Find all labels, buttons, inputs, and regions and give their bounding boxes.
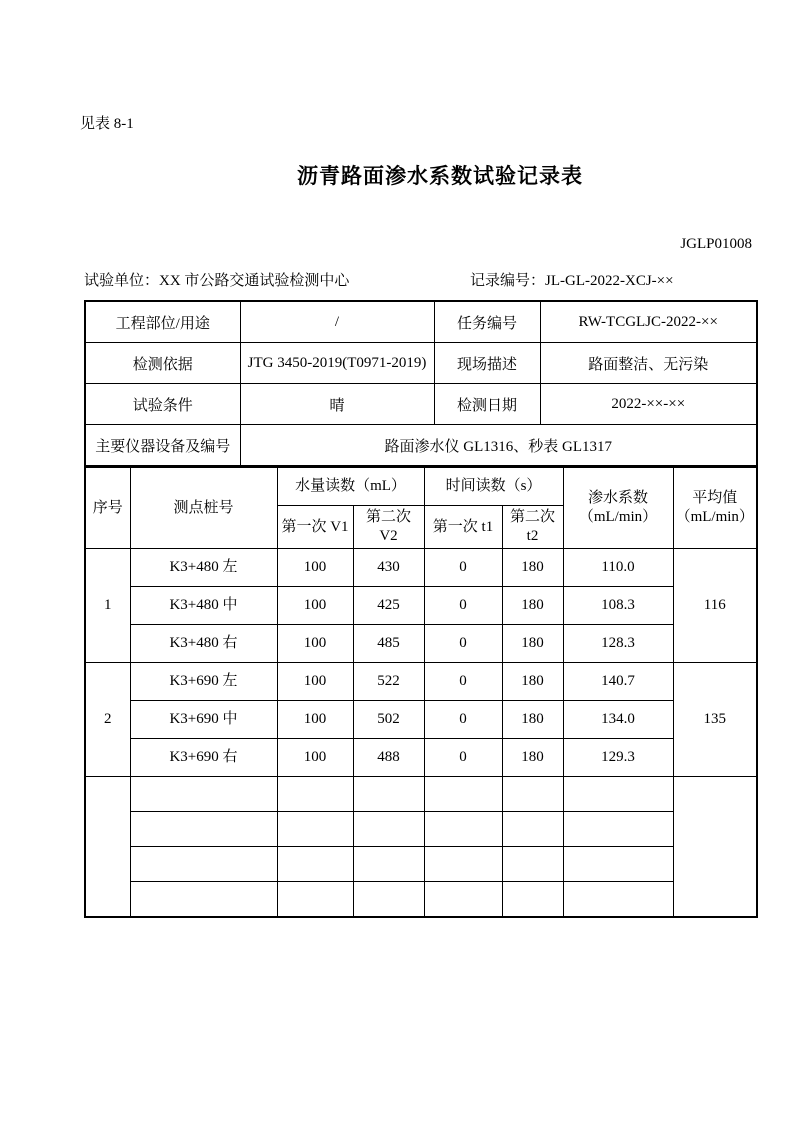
seq-cell: 2 xyxy=(85,663,130,777)
t1-cell: 0 xyxy=(424,587,502,625)
header-v1: 第一次 V1 xyxy=(277,506,353,549)
stake-cell: K3+690 中 xyxy=(130,701,277,739)
info-value: 2022-××-×× xyxy=(540,384,757,425)
header-t2-line1: 第二次 xyxy=(509,509,555,526)
info-label: 检测日期 xyxy=(434,384,540,425)
coefficient-cell: 134.0 xyxy=(563,701,673,739)
v1-cell: 100 xyxy=(277,663,353,701)
stake-cell-empty xyxy=(130,847,277,882)
header-average xyxy=(673,467,757,549)
v2-cell: 502 xyxy=(353,701,424,739)
t2-cell: 180 xyxy=(502,739,563,777)
header-t2 xyxy=(502,506,563,549)
v1-cell-empty xyxy=(277,882,353,918)
header-t1: 第一次 t1 xyxy=(424,506,502,549)
v2-cell: 430 xyxy=(353,549,424,587)
v2-cell-empty xyxy=(353,777,424,812)
v1-cell: 100 xyxy=(277,625,353,663)
empty-table-row xyxy=(85,882,757,918)
t2-cell-empty xyxy=(502,777,563,812)
t2-cell: 180 xyxy=(502,701,563,739)
stake-cell: K3+690 右 xyxy=(130,739,277,777)
info-label: 检测依据 xyxy=(85,343,240,384)
info-value: / xyxy=(240,301,434,343)
info-row-equipment xyxy=(85,425,757,467)
stake-cell: K3+480 左 xyxy=(130,549,277,587)
info-label: 工程部位/用途 xyxy=(85,301,240,343)
stake-cell: K3+480 右 xyxy=(130,625,277,663)
coefficient-cell-empty xyxy=(563,847,673,882)
table-row xyxy=(85,549,757,587)
coefficient-cell-empty xyxy=(563,777,673,812)
empty-table-row xyxy=(85,847,757,882)
header-coefficient-line1: 渗水系数 xyxy=(587,490,648,507)
coefficient-cell: 129.3 xyxy=(563,739,673,777)
coefficient-cell: 108.3 xyxy=(563,587,673,625)
header-average-line1: 平均值 xyxy=(692,490,738,507)
test-unit-label: 试验单位：XX 市公路交通试验检测中心 xyxy=(84,273,350,289)
v1-cell: 100 xyxy=(277,587,353,625)
header-seq: 序号 xyxy=(85,467,130,549)
stake-cell-empty xyxy=(130,812,277,847)
info-row xyxy=(85,343,757,384)
coefficient-cell: 140.7 xyxy=(563,663,673,701)
t1-cell: 0 xyxy=(424,739,502,777)
table-row xyxy=(85,625,757,663)
table-row xyxy=(85,701,757,739)
t2-cell: 180 xyxy=(502,549,563,587)
v2-cell: 425 xyxy=(353,587,424,625)
t2-cell: 180 xyxy=(502,587,563,625)
meta-line xyxy=(84,269,756,290)
info-label: 任务编号 xyxy=(434,301,540,343)
v1-cell-empty xyxy=(277,812,353,847)
info-label: 现场描述 xyxy=(434,343,540,384)
stake-cell: K3+690 左 xyxy=(130,663,277,701)
measurement-table xyxy=(84,466,758,918)
v1-cell: 100 xyxy=(277,549,353,587)
equipment-value: 路面渗水仪 GL1316、秒表 GL1317 xyxy=(240,425,757,467)
seq-cell: 1 xyxy=(85,549,130,663)
info-value: RW-TCGLJC-2022-×× xyxy=(540,301,757,343)
header-water-group: 水量读数（mL） xyxy=(277,467,424,506)
header-t2-line2: t2 xyxy=(526,528,539,544)
stake-cell: K3+480 中 xyxy=(130,587,277,625)
record-number-label: 记录编号：JL-GL-2022-XCJ-×× xyxy=(470,273,674,289)
v2-cell-empty xyxy=(353,847,424,882)
coefficient-cell: 128.3 xyxy=(563,625,673,663)
info-row xyxy=(85,384,757,425)
header-average-line2: （mL/min） xyxy=(675,509,754,525)
header-stake: 测点桩号 xyxy=(130,467,277,549)
v1-cell-empty xyxy=(277,777,353,812)
t2-cell-empty xyxy=(502,882,563,918)
header-v2: 第二次 V2 xyxy=(353,506,424,549)
seq-cell-empty xyxy=(85,777,130,918)
info-value: 晴 xyxy=(240,384,434,425)
t1-cell: 0 xyxy=(424,625,502,663)
t1-cell-empty xyxy=(424,777,502,812)
equipment-label: 主要仪器设备及编号 xyxy=(85,425,240,467)
coefficient-cell-empty xyxy=(563,812,673,847)
page-title: 沥青路面渗水系数试验记录表 xyxy=(297,164,583,188)
t2-cell-empty xyxy=(502,847,563,882)
table-row xyxy=(85,663,757,701)
info-label: 试验条件 xyxy=(85,384,240,425)
v2-cell-empty xyxy=(353,882,424,918)
average-cell-empty xyxy=(673,777,757,918)
t1-cell: 0 xyxy=(424,549,502,587)
v1-cell-empty xyxy=(277,847,353,882)
t1-cell-empty xyxy=(424,847,502,882)
coefficient-cell: 110.0 xyxy=(563,549,673,587)
v2-cell: 485 xyxy=(353,625,424,663)
average-cell: 135 xyxy=(673,663,757,777)
v1-cell: 100 xyxy=(277,739,353,777)
t2-cell: 180 xyxy=(502,625,563,663)
stake-cell-empty xyxy=(130,777,277,812)
header-coefficient-line2: （mL/min） xyxy=(578,509,658,525)
info-value: 路面整洁、无污染 xyxy=(540,343,757,384)
coefficient-cell-empty xyxy=(563,882,673,918)
header-time-group: 时间读数（s） xyxy=(424,467,563,506)
empty-table-row xyxy=(85,777,757,812)
t1-cell: 0 xyxy=(424,701,502,739)
info-row xyxy=(85,301,757,343)
t1-cell: 0 xyxy=(424,663,502,701)
t1-cell-empty xyxy=(424,812,502,847)
t2-cell: 180 xyxy=(502,663,563,701)
empty-table-row xyxy=(85,812,757,847)
table-row xyxy=(85,739,757,777)
t1-cell-empty xyxy=(424,882,502,918)
table-row xyxy=(85,587,757,625)
info-table xyxy=(84,300,758,467)
form-code: JGLP01008 xyxy=(680,236,752,252)
v1-cell: 100 xyxy=(277,701,353,739)
header-coefficient xyxy=(563,467,673,549)
stake-cell-empty xyxy=(130,882,277,918)
header-row-1 xyxy=(85,467,757,506)
info-value: JTG 3450-2019(T0971-2019) xyxy=(240,343,434,384)
v2-cell: 488 xyxy=(353,739,424,777)
v2-cell-empty xyxy=(353,812,424,847)
t2-cell-empty xyxy=(502,812,563,847)
average-cell: 116 xyxy=(673,549,757,663)
v2-cell: 522 xyxy=(353,663,424,701)
table-ref-label: 见表 8-1 xyxy=(80,116,134,132)
